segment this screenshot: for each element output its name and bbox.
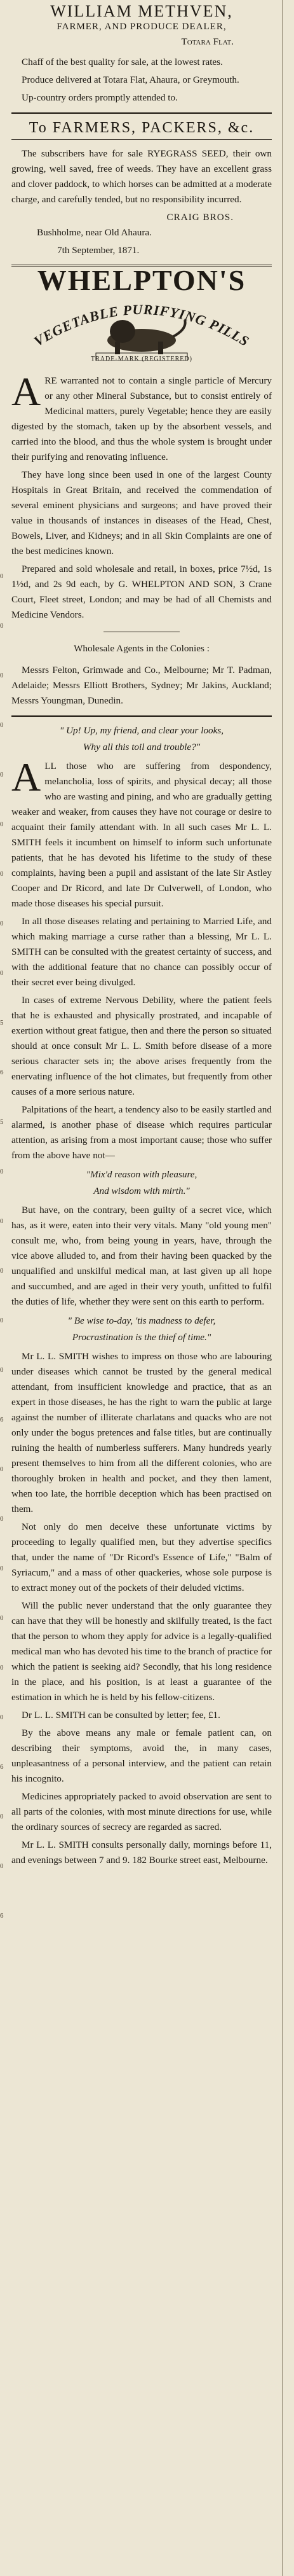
lion-emblem-icon	[107, 320, 185, 354]
smith-p7: Not only do men deceive these unfortunate victims by proceeding to legally qualified men, but they advertise specifics that, under the name of "Dr Ricord's Essence of Life," "Balm of Syriacum," and a mass of other quackeries, whose sole purpose is to extract money out of the pockets of their deluded victims.	[11, 1521, 272, 1593]
ad-methven-p3: Up-country orders promptly attended to.	[22, 92, 178, 103]
smith-p6: Mr L. L. SMITH wishes to impress on those who are labouring under diseases which cannot be trusted by the general medical attendant, from insufficient knowledge and practice, that as an expert in those diseases, he has the right to warn the public at large against the number of illiterate charlatans and quacks who are not only under the bogus pretences and false titles, but are continually ruining the health of numberless sufferers. Many hundreds yearly present themselves to him from all the different colonies, who are thoroughly broken in health and pocket, and they then lament, when too late, the horrible deception which has been practised on them.	[11, 1351, 272, 1514]
edge-mark: 0	[0, 1317, 4, 1324]
divider	[11, 715, 272, 717]
edge-mark: 0	[0, 1366, 4, 1374]
smith-p10: By the above means any male or female patient can, on describing their symptoms, avoid the, in many cases, unpleasantness of a personal interview, and the patient can retain his incognito.	[11, 1728, 272, 1784]
whelpton-agents: Messrs Felton, Grimwade and Co., Melbourne; Mr T. Padman, Adelaide; Messrs Elliott Brothers, Sydney; Mr Jakins, Auckland; Messrs Youngman, Dunedin.	[11, 665, 272, 706]
edge-mark: 0	[0, 622, 4, 630]
ad-methven-p2: Produce delivered at Totara Flat, Ahaura, or Greymouth.	[22, 74, 239, 85]
ad-ll-smith	[11, 723, 272, 1868]
whelpton-brand: WHELPTON'S	[37, 264, 246, 296]
smith-verse-3: "Mix'd reason with pleasure,	[86, 1169, 197, 1180]
edge-mark: 0	[0, 1515, 4, 1523]
advertisement-column	[11, 0, 272, 1871]
whelpton-p2: They have long since been used in one of the largest County Hospitals in Great Britain, and received the commendation of several eminent physicians and surgeons; and have proved their value in thousands of instances in diseases of the Head, Chest, Bowels, Liver, and Kidneys; and in all Skin Complaints are one of the best medicines known.	[11, 469, 272, 557]
smith-verse-2: Why all this toil and trouble?"	[83, 742, 201, 752]
edge-mark: 0	[0, 1168, 4, 1175]
edge-mark: 0	[0, 771, 4, 779]
smith-p5: But have, on the contrary, been guilty of a secret vice, which has, as it were, eaten into their very vitals. Many "old young men" consult me, who, from being young in years, have, through the vice above alluded to, and from their having been quacked by the unqualified and unskilful medical man, at last given up all hope and succumbed, and are aged in their very youth, unfitted to fulfil the duties of life, whether they were sent on this earth to perform.	[11, 1205, 272, 1307]
whelpton-agents-title: Wholesale Agents in the Colonies :	[74, 643, 210, 654]
whelpton-p1-text: RE warranted not to contain a single particle of Mercury or any other Mineral Substance, but to consist entirely of Medicinal matters, purely Vegetable; hence they are easily digested by the stomach, taken up by the absorbent vessels, and carried into the blood, and thus the whole system is brought under their purifying and renovating influence.	[11, 375, 272, 462]
column-rule	[282, 0, 283, 2576]
ad-methven-p1: Chaff of the best quality for sale, at the lowest rates.	[22, 57, 223, 67]
ad-methven	[11, 0, 272, 106]
smith-verse-6: Procrastination is the thief of time."	[72, 1332, 211, 1343]
edge-mark: 0	[0, 920, 4, 927]
edge-mark: 0	[0, 1267, 4, 1275]
edge-mark: 6	[0, 1912, 4, 1920]
edge-mark: 0	[0, 1714, 4, 1721]
edge-mark: 0	[0, 870, 4, 878]
ad-craig-place: Bushholme, near Old Ahaura.	[37, 227, 152, 238]
edge-mark: 5	[0, 1019, 4, 1027]
ad-methven-title: WILLIAM METHVEN,	[50, 2, 233, 20]
edge-mark: 0	[0, 969, 4, 977]
edge-mark: 5	[0, 1118, 4, 1126]
edge-mark: 0	[0, 1614, 4, 1622]
title-rule	[11, 139, 272, 140]
edge-mark: 0	[0, 1813, 4, 1820]
edge-mark: 0	[0, 1465, 4, 1473]
edge-mark: 0	[0, 721, 4, 729]
smith-verse-4: And wisdom with mirth."	[93, 1186, 190, 1196]
smith-p2: In all those diseases relating and pertaining to Married Life, and which making marriage a curse rather than a blessing, Mr L. L. SMITH can be consulted with the greatest certainty of success, and with the additional feature that no chance can possibly occur of their secret ever being divulged.	[11, 916, 272, 988]
edge-mark: 6	[0, 1416, 4, 1423]
drop-cap: A	[11, 369, 41, 414]
divider	[11, 112, 272, 114]
ad-craig-date: 7th September, 1871.	[57, 245, 140, 256]
ad-craig-signature: CRAIG BROS.	[166, 212, 234, 223]
ad-methven-location: Totara Flat.	[181, 36, 234, 47]
ad-whelpton	[11, 264, 272, 709]
whelpton-arc-text: VEGETABLE PURIFYING PILLS	[30, 301, 253, 350]
smith-p8: Will the public never understand that the only guarantee they can have that they will be honestly and skilfully treated, is the fact that the person to whom they apply for advice is a legally-qualified medical man who has devoted his time to the branch of practice for which the patient is seeking aid? Secondly, that his long residence in the place, and his position, is at least a guarantee of the estimation in which he is held by his fellow-citizens.	[11, 1600, 272, 1703]
whelpton-trademark: TRADE-MARK (REGISTERED)	[91, 356, 192, 363]
edge-mark: 0	[0, 1862, 4, 1870]
smith-verse-1: " Up! Up, my friend, and clear your looks,	[59, 725, 224, 736]
ad-craig-title: To FARMERS, PACKERS, &c.	[29, 120, 255, 136]
smith-p11: Medicines appropriately packed to avoid observation are sent to all parts of the colonies, with most minute directions for use, while the ordinary sources of secrecy are regarded as sacred.	[11, 1791, 272, 1832]
ad-craig-body: The subscribers have for sale RYEGRASS SEED, their own growing, well saved, free of weeds. They have an excellent grass and clover paddock, to which horses can be admitted at a moderate charge, and carefully tended, but no responsibility incurred.	[11, 148, 272, 205]
edge-mark: 0	[0, 821, 4, 828]
smith-p9: Dr L. L. SMITH can be consulted by letter; fee, £1.	[22, 1710, 220, 1721]
edge-mark: 0	[0, 1217, 4, 1225]
smith-verse-5: " Be wise to-day, 'tis madness to defer,	[67, 1315, 216, 1326]
whelpton-p3: Prepared and sold wholesale and retail, in boxes, price 7½d, 1s 1½d, and 2s 9d each, by G. WHELPTON AND SON, 3 Crane Court, Fleet street, London; and may be had of all Chemists and Medicine Vendors.	[11, 564, 272, 620]
ad-methven-subtitle: FARMER, AND PRODUCE DEALER,	[57, 22, 227, 32]
edge-mark: 0	[0, 1664, 4, 1672]
smith-p1-text: LL those who are suffering from despondency, melancholia, loss of spirits, and physical decay; all those who are wasting and pining, and who are gradually getting weaker and weaker, from causes they have not courage or desire to acquaint their family attendant with. In all such cases Mr L. L. SMITH feels it incumbent on himself to inform such unfortunate patients, that he has devoted his lifetime to the study of these complaints, having been a pupil and assistant of the late Sir Astley Cooper and Dr Ricord, and late Dr Culverwell, of London, who made those diseases his special pursuit.	[11, 761, 272, 909]
smith-p3: In cases of extreme Nervous Debility, where the patient feels that he is exhausted and physically prostrated, and incapable of exertion without great fatigue, then and there the person so situated should at once consult Mr L. L. Smith before disease of a more serious character sets in; the above arises frequently from the enervating influence of the hot climates, but frequently from other causes of a more serious nature.	[11, 995, 272, 1097]
edge-mark: 6	[0, 1069, 4, 1076]
smith-p12: Mr L. L. SMITH consults personally daily, mornings before 11, and evenings between 7 and 9. 182 Bourke street east, Melbourne.	[11, 1839, 272, 1866]
drop-cap: A	[11, 754, 41, 800]
edge-mark: 0	[0, 572, 4, 580]
smith-p4: Palpitations of the heart, a tendency also to be easily startled and alarmed, is another phase of disease which requires particular attention, as arising from a most important cause; those who suffer from the above have not—	[11, 1104, 272, 1161]
smith-p1	[11, 754, 272, 911]
ad-craig-bros	[11, 120, 272, 258]
edge-mark: 0	[0, 672, 4, 679]
edge-mark: 6	[0, 1763, 4, 1771]
whelpton-p1	[11, 369, 272, 465]
whelpton-logo	[21, 291, 262, 361]
edge-mark: 0	[0, 1565, 4, 1572]
